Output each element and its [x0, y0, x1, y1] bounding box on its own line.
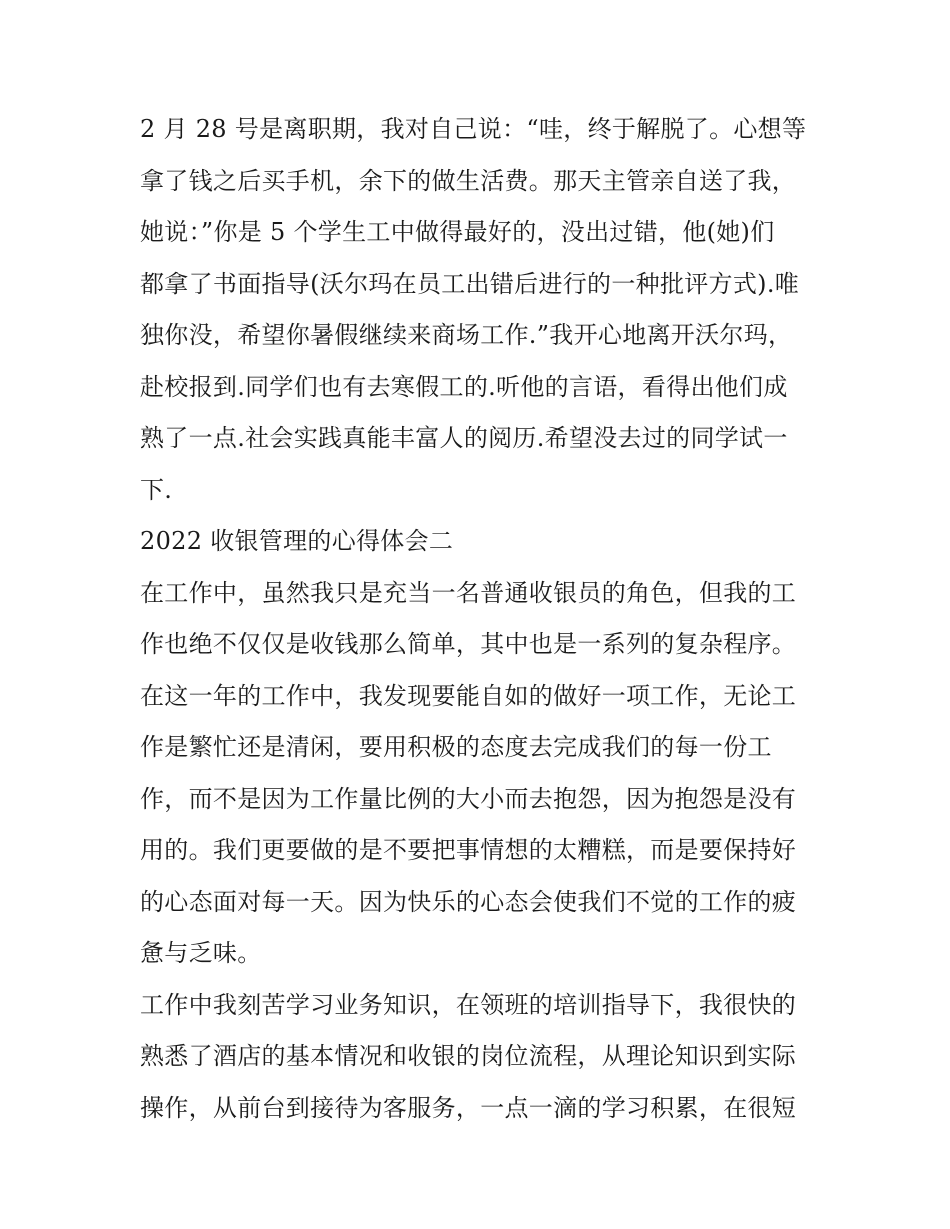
text-line: 用的。我们更要做的是不要把事情想的太糟糕，而是要保持好 — [140, 836, 797, 864]
text-line: 熟悉了酒店的基本情况和收银的岗位流程，从理论知识到实际 — [140, 1042, 797, 1070]
text-line: 作也绝不仅仅是收钱那么简单，其中也是一系列的复杂程序。 — [140, 630, 797, 658]
text-line: 工作中我刻苦学习业务知识，在领班的培训指导下，我很快的 — [140, 990, 797, 1019]
section-heading: 2022 收银管理的心得体会二 — [140, 527, 454, 555]
text-line: 拿了钱之后买手机，余下的做生活费。那天主管亲自送了我， — [140, 166, 797, 195]
text-line: 操作，从前台到接待为客服务，一点一滴的学习积累，在很短 — [140, 1093, 797, 1122]
text-line: 都拿了书面指导(沃尔玛在员工出错后进行的一种批评方式).唯 — [140, 269, 800, 298]
paragraph-2 — [140, 568, 820, 980]
text-line: 在工作中，虽然我只是充当一名普通收银员的角色，但我的工 — [140, 578, 797, 607]
text-line: 惫与乏味。 — [140, 939, 262, 967]
text-line: 下. — [140, 475, 173, 504]
text-line: 作，而不是因为工作量比例的大小而去抱怨，因为抱怨是没有 — [140, 784, 797, 813]
text-line: 赴校报到.同学们也有去寒假工的.听他的言语，看得出他们成 — [140, 372, 788, 401]
document-page — [140, 104, 820, 1134]
text-line: 独你没，希望你暑假继续来商场工作.”我开心地离开沃尔玛， — [140, 321, 793, 349]
paragraph-3 — [140, 980, 820, 1135]
text-line: 的心态面对每一天。因为快乐的心态会使我们不觉的工作的疲 — [140, 887, 797, 916]
text-line: 她说：”你是 5 个学生工中做得最好的，没出过错，他(她)们 — [140, 218, 775, 246]
paragraph-1 — [140, 104, 820, 516]
text-line: 作是繁忙还是清闲，要用积极的态度去完成我们的每一份工 — [140, 733, 772, 761]
text-line: 在这一年的工作中，我发现要能自如的做好一项工作，无论工 — [140, 681, 797, 710]
text-line: 熟了一点.社会实践真能丰富人的阅历.希望没去过的同学试一 — [140, 424, 788, 452]
text-line: 2 月 28 号是离职期，我对自己说：“哇，终于解脱了。心想等 — [140, 115, 807, 143]
